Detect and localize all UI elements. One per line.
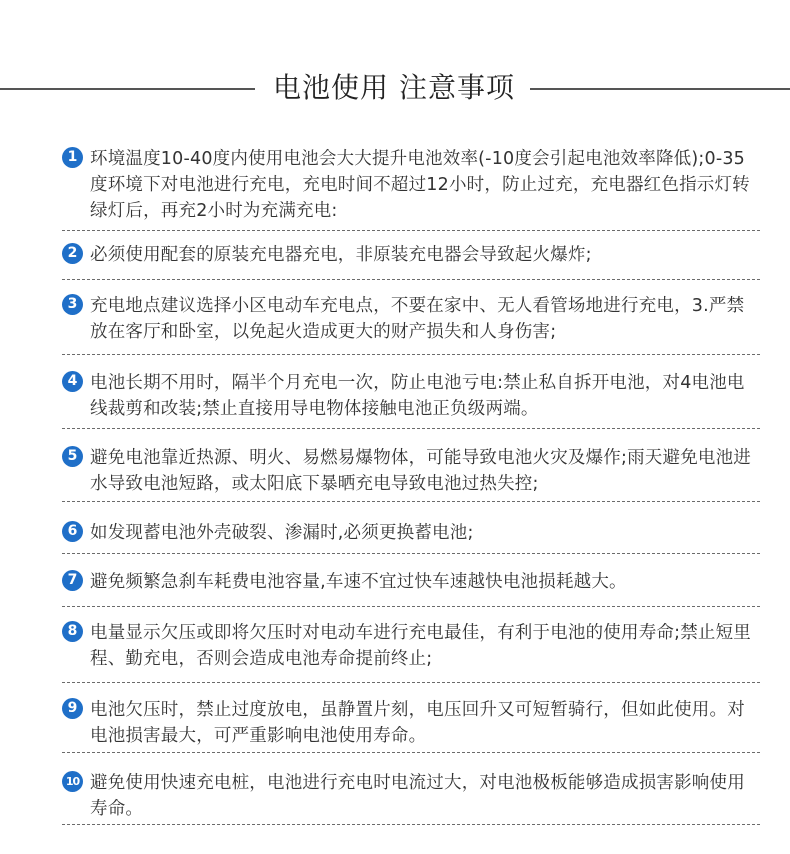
item-text: 电池欠压时，禁止过度放电，虽静置片刻，电压回升又可短暂骑行，但如此使用。对电池损害最大，可严重影响电池使用寿命。 xyxy=(90,700,745,746)
number-badge-icon: 1 xyxy=(62,147,83,168)
number-badge-icon: 4 xyxy=(62,371,83,392)
item-text: 避免电池靠近热源、明火、易燃易爆物体，可能导致电池火灾及爆作;雨天避免电池进水导致电池短路，或太阳底下暴晒充电导致电池过热失控; xyxy=(90,448,751,494)
number-badge-icon: 5 xyxy=(62,446,83,467)
item-text: 电量显示欠压或即将欠压时对电动车进行充电最佳，有利于电池的使用寿命;禁止短里程、勤充电，否则会造成电池寿命提前终止; xyxy=(90,623,751,669)
number-badge-icon: 2 xyxy=(62,243,83,264)
number-badge-icon: 3 xyxy=(62,294,83,315)
list-item xyxy=(62,242,760,280)
number-badge-icon: 6 xyxy=(62,521,83,542)
page-title: 电池使用 注意事项 xyxy=(273,71,515,104)
header-rule-left xyxy=(0,88,255,90)
item-text: 避免频繁急刹车耗费电池容量,车速不宜过快车速越快电池损耗越大。 xyxy=(90,572,627,592)
item-text: 充电地点建议选择小区电动车充电点，不要在家中、无人看管场地进行充电，3.严禁放在客厅和卧室，以免起火造成更大的财产损失和人身伤害; xyxy=(90,296,745,342)
list-item xyxy=(62,770,760,825)
list-item xyxy=(62,293,760,355)
list-item xyxy=(62,620,760,683)
item-text: 避免使用快速充电桩，电池进行充电时电流过大，对电池极板能够造成损害影响使用寿命。 xyxy=(90,773,745,819)
item-text: 如发现蓄电池外壳破裂、渗漏时,必须更换蓄电池; xyxy=(90,523,474,543)
list-item xyxy=(62,520,760,554)
list-item xyxy=(62,697,760,753)
list-item xyxy=(62,370,760,429)
section-header xyxy=(0,66,790,110)
number-badge-icon: 7 xyxy=(62,570,83,591)
number-badge-icon: 10 xyxy=(62,771,83,792)
list-item xyxy=(62,146,760,231)
number-badge-icon: 8 xyxy=(62,621,83,642)
item-text: 必须使用配套的原装充电器充电，非原装充电器会导致起火爆炸; xyxy=(90,245,592,265)
item-text: 电池长期不用时，隔半个月充电一次，防止电池亏电:禁止私自拆开电池，对4电池电线裁剪和改装;禁止直接用导电物体接触电池正负级两端。 xyxy=(90,373,745,419)
list-item xyxy=(62,569,760,607)
list-item xyxy=(62,445,760,502)
header-rule-right xyxy=(530,88,790,90)
item-text: 环境温度10-40度内使用电池会大大提升电池效率(-10度会引起电池效率降低);0-35度环境下对电池进行充电，充电时间不超过12小时，防止过充，充电器红色指示灯转绿灯后，再充2小时为充满充电: xyxy=(90,149,750,221)
number-badge-icon: 9 xyxy=(62,698,83,719)
